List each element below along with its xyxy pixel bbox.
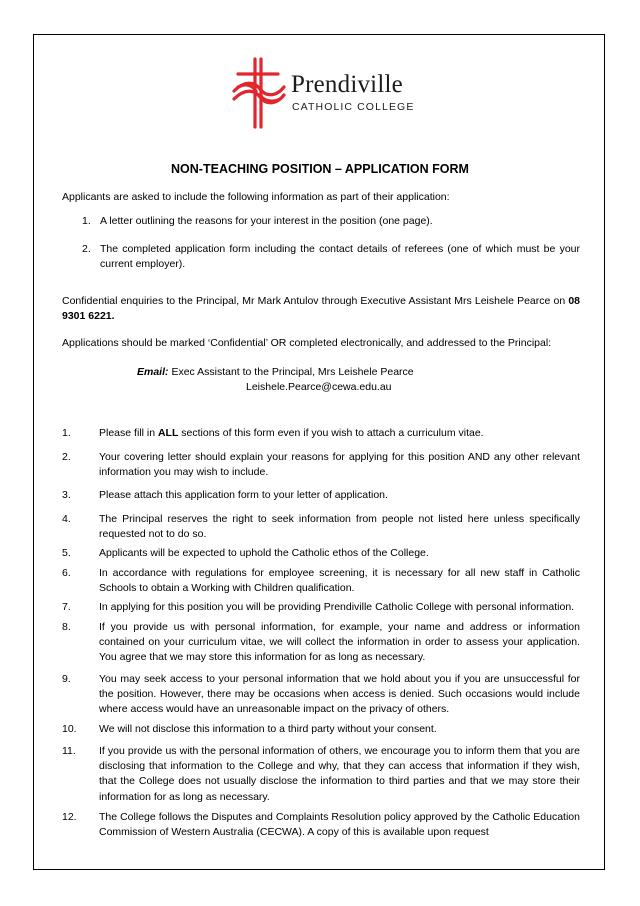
list-item-text: In applying for this position you will be providing Prendiville Catholic College with personal information. bbox=[99, 601, 575, 613]
cross-logo-icon bbox=[228, 55, 288, 131]
list-item-number: 3. bbox=[62, 489, 71, 501]
email-recipient: Exec Assistant to the Principal, Mrs Leishele Pearce bbox=[171, 366, 414, 378]
list-item-text: If you provide us with personal information, for example, your name and address or information contained on your curriculum vitae, we will collect the information in order to assess your application. You agree that we may store this information for as long as necessary. bbox=[99, 621, 580, 664]
list-item-number: 2. bbox=[82, 243, 91, 255]
list-item-text bbox=[99, 426, 580, 441]
intro-text: Applicants are asked to include the following information as part of their application: bbox=[62, 191, 450, 203]
list-item-number: 6. bbox=[62, 567, 71, 579]
college-logo bbox=[228, 55, 418, 131]
list-item-text: You may seek access to your personal information that we hold about you if you are unsuccessful for the position. However, there may be occasions when access is denied. Such occasions would include where access would have an unreasonable impact on the privacy of others. bbox=[99, 673, 580, 716]
list-item-number: 1. bbox=[62, 427, 71, 439]
list-item-text: If you provide us with the personal information of others, we encourage you to inform them that you are disclosing that information to the College and why, that they can access that information if they wish, that the College does not usually disclose the information to third parties and that we may store their information for as long as necessary. bbox=[99, 745, 580, 803]
list-item-number: 9. bbox=[62, 673, 71, 685]
list-item-text: The completed application form including the contact details of referees (one of which must be your current employer). bbox=[100, 243, 580, 270]
list-item-text: The Principal reserves the right to seek information from people not listed here unless specifically requested not to do so. bbox=[99, 513, 580, 541]
list-item-text: We will not disclose this information to a third party without your consent. bbox=[99, 723, 437, 735]
page-title: NON-TEACHING POSITION – APPLICATION FORM bbox=[171, 162, 469, 176]
brand-subtitle: CATHOLIC COLLEGE bbox=[292, 101, 415, 113]
list-item-number: 7. bbox=[62, 601, 71, 613]
confidential-text: Confidential enquiries to the Principal, Mr Mark Antulov through Executive Assistant Mrs Leishele Pearce on bbox=[62, 295, 569, 307]
email-address[interactable]: Leishele.Pearce@cewa.edu.au bbox=[246, 381, 392, 393]
note-text-pre: Please fill in bbox=[99, 427, 158, 439]
list-item-number: 12. bbox=[62, 811, 77, 823]
list-item-number: 11. bbox=[62, 745, 76, 757]
list-item-text: In accordance with regulations for employee screening, it is necessary for all new staff in Catholic Schools to obtain a Working with Children qualification. bbox=[99, 567, 580, 595]
list-item-number: 1. bbox=[82, 215, 91, 227]
list-item-text: Your covering letter should explain your reasons for applying for this position AND any other relevant information you may wish to include. bbox=[99, 451, 580, 479]
brand-name: Prendiville bbox=[291, 71, 403, 98]
phone-number: 08 9301 6221. bbox=[62, 295, 580, 322]
list-item-number: 4. bbox=[62, 513, 71, 525]
list-item-text: A letter outlining the reasons for your interest in the position (one page). bbox=[100, 215, 433, 227]
list-item-number: 2. bbox=[62, 451, 71, 463]
list-item-number: 8. bbox=[62, 621, 71, 633]
note-text-post: sections of this form even if you wish to attach a curriculum vitae. bbox=[178, 427, 484, 439]
applications-instruction: Applications should be marked ‘Confidential’ OR completed electronically, and addressed to the Principal: bbox=[62, 337, 552, 349]
note-text-bold: ALL bbox=[157, 427, 179, 439]
confidential-enquiries bbox=[62, 294, 580, 324]
list-item-text: Applicants will be expected to uphold the Catholic ethos of the College. bbox=[99, 547, 429, 559]
list-item-number: 5. bbox=[62, 547, 71, 559]
list-item-number: 10. bbox=[62, 723, 77, 735]
list-item-text: Please attach this application form to your letter of application. bbox=[99, 489, 388, 501]
list-item-text: The College follows the Disputes and Complaints Resolution policy approved by the Catholic Education Commission of Western Australia (CECWA). A copy of this is available upon request bbox=[99, 811, 580, 839]
email-label: Email: bbox=[137, 366, 169, 378]
